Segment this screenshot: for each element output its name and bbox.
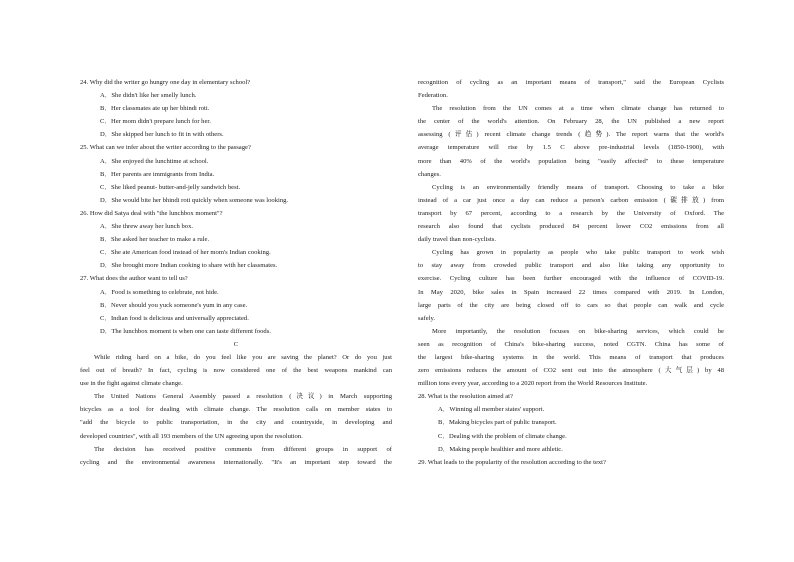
- answer-option: D．Making people healthier and more athletic.: [438, 445, 563, 453]
- answer-option: A．She threw away her lunch box.: [100, 223, 194, 231]
- paragraph-line: to stay away from crowded public transport and also like taking any opportunity to: [418, 262, 724, 270]
- question-line: 24. Why did the writer go hungry one day in elementary school?: [80, 79, 251, 86]
- question-line: 25. What can we infer about the writer according to the passage?: [80, 144, 251, 152]
- paragraph-line: feel out of breath? In fact, cycling is now considered one of the best weapons mankind can: [80, 367, 392, 375]
- answer-option: A．She didn't like her smelly lunch.: [100, 92, 197, 100]
- answer-option: D．She skipped her lunch to fit in with others.: [100, 131, 224, 139]
- right-column: [418, 76, 724, 469]
- answer-option: D．She brought more Indian cooking to share with her classmates.: [100, 262, 278, 270]
- paragraph-line: use in the fight against climate change.: [80, 380, 183, 388]
- paragraph-line: developed countries", with all 193 members of the UN agreeing upon the resolution.: [80, 432, 303, 440]
- paragraph-line: Cycling is an environmentally friendly means of transport. Choosing to take a bike: [432, 183, 724, 191]
- question-line: 29. What leads to the popularity of the resolution according to the text?: [418, 458, 606, 466]
- answer-option: C．She ate American food instead of her mom's Indian cooking.: [100, 249, 271, 257]
- paragraph-line: research also found that cyclists produced 84 percent lower CO2 emissions from all: [418, 223, 724, 231]
- answer-option: C．Her mom didn't prepare lunch for her.: [100, 118, 211, 126]
- answer-option: D．She would bite her bhindi roti quickly when someone was looking.: [100, 196, 289, 204]
- paragraph-line: bicycles as a tool for dealing with climate change. The resolution calls on member states to: [80, 406, 392, 414]
- answer-option: C．She liked peanut- butter-and-jelly sandwich best.: [100, 183, 241, 191]
- paragraph-line: While riding hard on a bike, do you feel like you are saving the planet? Or do you just: [94, 353, 392, 361]
- answer-option: B．Her parents are immigrants from India.: [100, 170, 215, 178]
- paragraph-line: average temperature will rise by 1.5 C above pre-industrial levels (1850-1900), with: [418, 144, 724, 152]
- answer-option: B．She asked her teacher to make a rule.: [100, 236, 210, 244]
- answer-option: B．Her classmates ate up her bhindi roti.: [100, 105, 210, 113]
- paragraph-line: assessing (评估) recent climate change trends (趋势). The report warns that the world's: [418, 131, 724, 139]
- paragraph-line: cycling and the environmental awareness internationally. "It's an important step toward the: [80, 458, 392, 466]
- paragraph-line: million tons every year, according to a 2020 report from the World Resources Institute.: [418, 380, 648, 388]
- answer-option: A．She enjoyed the lunchtime at school.: [100, 157, 209, 165]
- answer-option: B．Never should you yuck someone's yum in any case.: [100, 301, 248, 309]
- answer-option: D．The lunchbox moment is when one can taste different foods.: [100, 327, 271, 335]
- paragraph-line: Federation.: [418, 92, 448, 100]
- paragraph-line: more than 40% of the world's population being "easily affected" to these temperature: [418, 157, 724, 165]
- paragraph-line: Cycling has grown in popularity as people who take public transport to work wish: [432, 249, 724, 257]
- answer-option: C．Indian food is delicious and universally appreciated.: [100, 314, 249, 322]
- paragraph-line: large parts of the city are being closed off to cars so that people can walk and cycle: [418, 301, 724, 309]
- paragraph-line: In May 2020, bike sales in Spain increased 22 times compared with 2019. In London,: [418, 288, 724, 296]
- paragraph-line: exercise. Cycling culture has been further encouraged with the influence of COVID-19.: [418, 275, 724, 283]
- paragraph-line: The resolution from the UN comes at a time when climate change has returned to: [432, 105, 724, 113]
- paragraph-line: transport by 67 percent, according to a research by the University of Oxford. The: [418, 209, 724, 217]
- paragraph-line: seen as recognition of China's bike-sharing success, noted CGTN. China has some of: [418, 340, 724, 348]
- paragraph-line: zero emissions reduces the amount of CO2 sent out into the atmosphere (大气层) by 48: [418, 367, 724, 375]
- answer-option: C．Dealing with the problem of climate change.: [438, 432, 567, 440]
- question-line: 28. What is the resolution aimed at?: [418, 393, 513, 401]
- paragraph-line: "add the bicycle to public transportation, in the city and countryside, in developing and: [80, 419, 392, 427]
- paragraph-line: daily travel than non-cyclists.: [418, 236, 497, 244]
- paragraph-line: recognition of cycling as an important means of transport," said the European Cyclists: [418, 79, 724, 86]
- answer-option: A．Food is something to celebrate, not hide.: [100, 288, 219, 296]
- left-column: [80, 76, 392, 469]
- paragraph-line: the largest bike-sharing systems in the world. This means of transport that produces: [418, 353, 724, 361]
- paragraph-line: instead of a car just once a day can reduce a person's carbon emission (碳排放) from: [418, 196, 724, 204]
- question-line: 26. How did Satya deal with "the lunchbox moment"?: [80, 209, 223, 217]
- paragraph-line: The United Nations General Assembly passed a resolution (决议) in March supporting: [94, 393, 392, 401]
- section-heading: C: [233, 340, 239, 348]
- question-line: 27. What does the author want to tell us?: [80, 275, 188, 283]
- answer-option: A．Winning all member states' support.: [438, 406, 545, 414]
- paragraph-line: More importantly, the resolution focuses on bike-sharing services, which could be: [432, 327, 724, 335]
- answer-option: B．Making bicycles part of public transport.: [438, 419, 557, 427]
- paragraph-line: The decision has received positive comments from different groups in support of: [94, 445, 392, 453]
- paragraph-line: changes.: [418, 170, 441, 178]
- paragraph-line: the center of the world's attention. On February 28, the UN published a new report: [418, 118, 724, 126]
- paragraph-line: safely.: [418, 314, 435, 322]
